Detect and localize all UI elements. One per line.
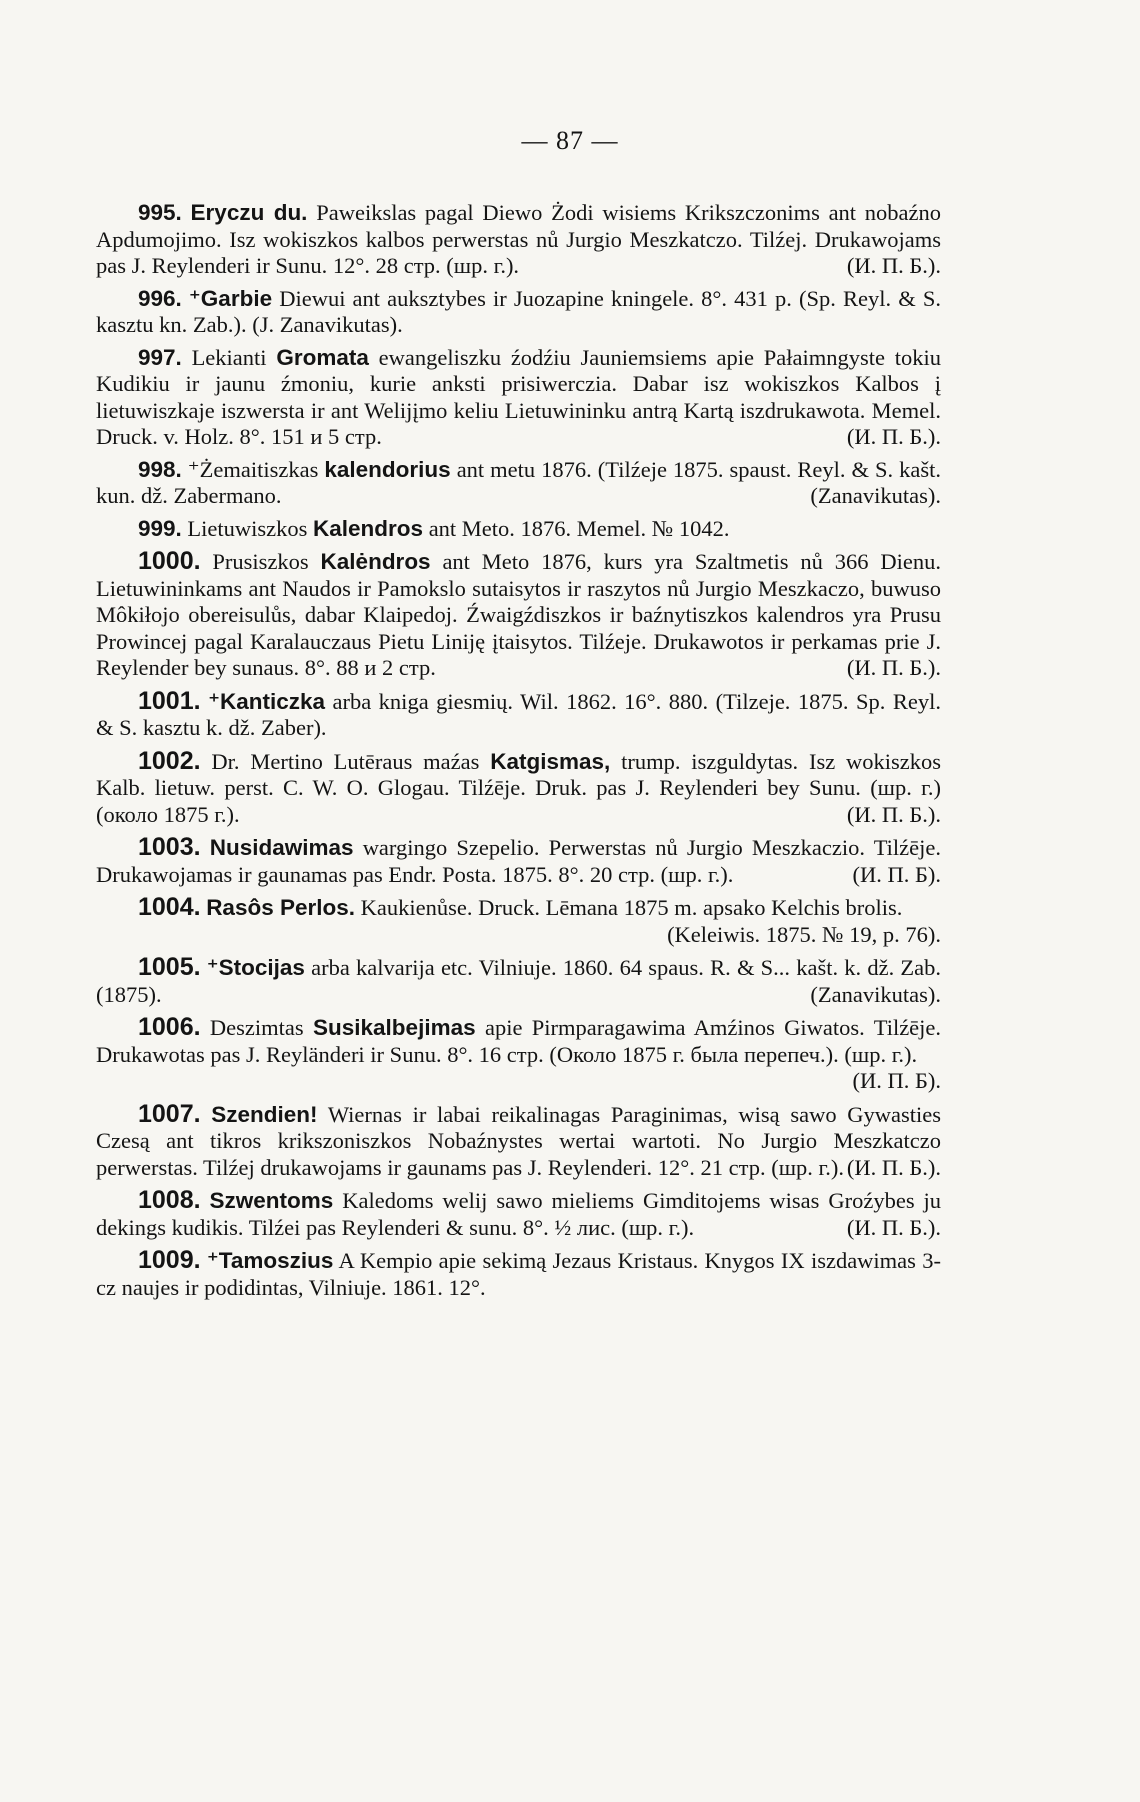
entry-number: 996. xyxy=(138,285,182,311)
entry-number: 998. xyxy=(138,456,182,482)
entry-title: Kalendros xyxy=(313,515,424,541)
entry-citation: (Zanavikutas). xyxy=(810,981,941,1007)
entry-pre-title: Lietuwiszkos xyxy=(187,515,308,541)
entry-body: Diewui ant auksztybes ir Juozapine kningele. 8°. 431 p. (Sp. Reyl. & S. kasztu kn. Zab.). (J. Zanavikutas). xyxy=(96,285,942,337)
entry-citation: (И. П. Б.). xyxy=(846,801,941,827)
entry-title: Gromata xyxy=(276,344,369,370)
entry-number: 1009. xyxy=(138,1246,201,1274)
entry-pre-title: Lekianti xyxy=(191,344,267,370)
page-number: — 87 — xyxy=(521,126,619,155)
bibliography-entry xyxy=(96,200,941,280)
entry-title: ⁺Tamoszius xyxy=(206,1248,334,1273)
entry-title: Szwentoms xyxy=(209,1188,334,1213)
entry-citation: (И. П. Б.). xyxy=(846,1214,941,1240)
bibliography-entry xyxy=(96,894,941,948)
entry-title: ⁺Kanticzka xyxy=(208,688,325,714)
entry-number: 997. xyxy=(138,344,182,370)
entry-body: apie Pirmparagawima Amźinos Giwatos. Tilźēje. Drukawotas pas J. Reyländeri ir Sunu. 8°. 16 стр. (Около 1875 г. была перепеч.). (шр. г.). xyxy=(96,1015,942,1067)
entry-citation: (Zanavikutas). xyxy=(810,483,941,508)
bibliography-entry xyxy=(96,345,941,451)
entry-pre-title: ⁺Żemaitiszkas xyxy=(187,456,319,482)
entry-citation: (И. П. Б.). xyxy=(846,1154,941,1180)
entry-citation: (И. П. Б). xyxy=(852,861,941,887)
entry-pre-title: Deszimtas xyxy=(209,1015,304,1040)
entry-body: Paweikslas pagal Diewo Żodi wisiems Krikszczonims ant nobaźno Apdumojimo. Isz wokiszkos kalbos perwerstas nů Jurgio Meszkatczo. Tilźej. Drukawojams pas J. Reylenderi ir Sunu. 12°. 28 стр. (шр. г.). xyxy=(96,200,942,278)
bibliography-entry xyxy=(96,688,941,742)
entry-number: 1006. xyxy=(138,1013,201,1041)
entry-number: 1008. xyxy=(138,1186,201,1214)
bibliography-entry xyxy=(96,748,941,829)
entry-body: Kaledoms welij sawo mieliems Gimditojems wisas Groźybes ju dekings kudikis. Tilźei pas Reylenderi & sunu. 8°. ½ лис. (шр. г.). xyxy=(96,1188,942,1240)
entry-body: Wiernas ir labai reikalinagas Paraginimas, wisą sawo Gywasties Czesą ant tikros krikszoniszkos Nobaźnystes wertai wartoti. No Jurgio Meszkatczo perwerstas. Tilźej drukawojams ir gaunams pas J. Reylenderi. 12°. 21 стр. (шр. г.). xyxy=(96,1101,941,1180)
entry-citation: (И. П. Б.). xyxy=(846,655,941,680)
entry-number: 1002. xyxy=(138,746,201,775)
bibliography-entry xyxy=(96,1014,941,1095)
entry-number: 995. xyxy=(138,200,182,225)
bibliography-entry xyxy=(96,286,941,339)
entry-title: Rasôs Perlos. xyxy=(206,895,356,920)
entry-title: Katgismas, xyxy=(490,748,611,774)
entry-title: Eryczu du. xyxy=(190,200,308,225)
entry-number: 1007. xyxy=(138,1099,201,1128)
entry-body: ewangeliszku źodźiu Jauniemsiems apie Pałaimngyste tokiu Kudikiu ir jaunu źmoniu, kurie anksti prisiwerczia. Dabar isz wokiszkos Kalbos į lietuwiszkaje iszwersta ir ant Welijįmo keliu Lietuwininku antrą Kartą iszdrukawota. Memel. Druck. v. Holz. 8°. 151 и 5 стр. xyxy=(96,344,942,449)
bibliography-entry xyxy=(96,834,941,888)
entry-citation: (И. П. Б). xyxy=(852,1068,941,1093)
entry-body: ant Meto. 1876. Memel. № 1042. xyxy=(428,515,730,541)
bibliography-entry xyxy=(96,1187,941,1241)
entry-number: 1005. xyxy=(138,953,201,981)
entry-number: 1000. xyxy=(138,547,201,575)
bibliography-entry xyxy=(96,548,941,682)
entry-title: Kalėndros xyxy=(320,549,431,574)
bibliography-entry xyxy=(96,954,941,1008)
entry-number: 999. xyxy=(138,515,182,541)
bibliography-list xyxy=(96,200,941,1307)
entry-title: ⁺Garbie xyxy=(188,285,273,311)
entry-body: arba kalvarija etc. Vilniuje. 1860. 64 spaus. R. & S... kašt. k. dž. Zab. (1875). xyxy=(96,955,942,1007)
entry-pre-title: Dr. Mertino Lutēraus maźas xyxy=(211,748,480,774)
bibliography-entry xyxy=(96,1247,941,1301)
bibliography-entry xyxy=(96,516,941,543)
entry-body: Kaukienůse. Druck. Lēmana 1875 m. apsako Kelchis brolis. xyxy=(360,895,903,920)
entry-body: trump. iszguldytas. Isz wokiszkos Kalb. lietuw. perst. C. W. O. Glogau. Tilźēje. Druk. pas J. Reylenderi bey Sunu. (шр. г.) (около 1875 г.). xyxy=(96,748,942,827)
entry-body: ant metu 1876. (Tilźeje 1875. spaust. Reyl. & S. kašt. kun. dž. Zabermano. xyxy=(96,456,942,508)
entry-title: kalendorius xyxy=(324,456,451,482)
entry-title: Szendien! xyxy=(211,1101,318,1127)
entry-number: 1001. xyxy=(138,686,201,715)
entry-title: Nusidawimas xyxy=(209,835,354,860)
entry-citation: (И. П. Б.). xyxy=(846,424,941,449)
entry-body: arba kniga giesmių. Wil. 1862. 16°. 880. (Tilzeje. 1875. Sp. Reyl. & S. kasztu k. dž. Zaber). xyxy=(96,688,942,740)
entry-citation: (Keleiwis. 1875. № 19, p. 76). xyxy=(667,921,941,947)
bibliography-entry xyxy=(96,457,941,510)
entry-title: ⁺Stocijas xyxy=(206,955,305,980)
entry-citation: (И. П. Б.). xyxy=(846,253,941,278)
entry-body: ant Meto 1876, kurs yra Szaltmetis nů 366 Dienu. Lietuwininkams ant Naudos ir Pamokslo sutaisytos ir raszytos nů Jurgio Meszkaczo, buwuso Môkiłojo obereisulůs, dabar Klaipedoj. Źwaigźdiszkos ir baźnytiszkos kalendros yra Prusu Prowincej pagal Karalauczaus Pietu Liniję įtaisytos. Tilźeje. Drukawotos ir perkamas prie J. Reylender bey sunaus. 8°. 88 и 2 стр. xyxy=(96,549,941,680)
entry-body: wargingo Szepelio. Perwerstas nů Jurgio Meszkaczio. Tilźēje. Drukawojamas ir gaunamas pas Endr. Posta. 1875. 8°. 20 стр. (шр. г.). xyxy=(96,835,942,887)
entry-pre-title: Prusiszkos xyxy=(212,549,309,574)
entry-number: 1004. xyxy=(138,893,201,921)
entry-body: A Kempio apie sekimą Jezaus Kristaus. Knygos IX iszdawimas 3-cz naujes ir podidintas, Vilniuje. 1861. 12°. xyxy=(96,1248,941,1300)
entry-number: 1003. xyxy=(138,833,201,861)
bibliography-entry xyxy=(96,1101,941,1182)
entry-title: Susikalbejimas xyxy=(313,1015,476,1040)
